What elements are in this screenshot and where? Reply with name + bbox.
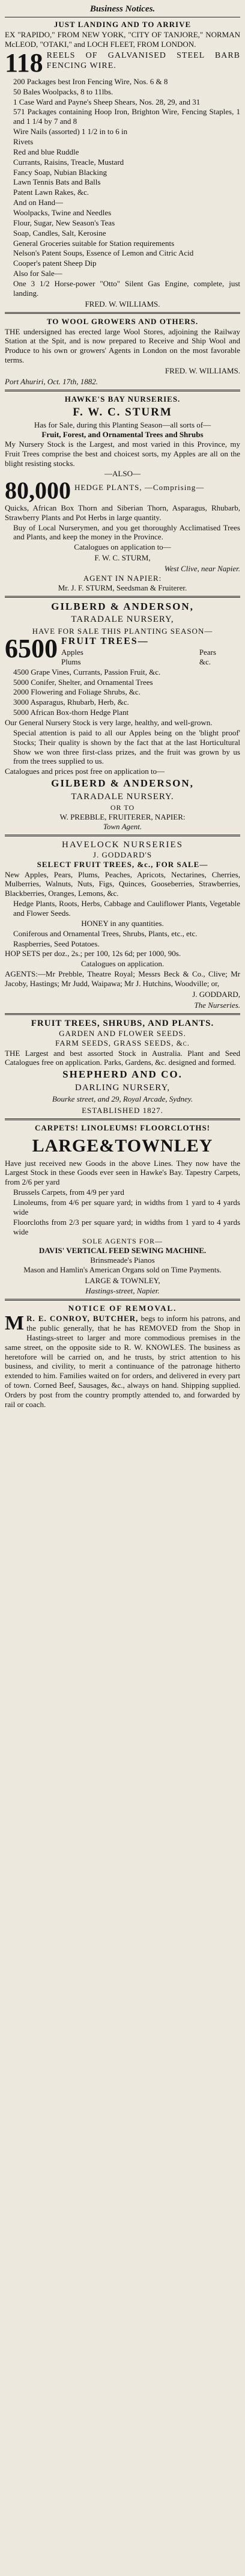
ad-body: THE undersigned has erected large Wool Stores, adjoining the Railway Station at the Spit, and is now prepared to Receive and Ship Wool and Produce to his own or growers' Agents in London on the most favorable terms. (5, 327, 240, 365)
drop-cap: M (5, 1312, 25, 1335)
ad-body: SOLE AGENTS FOR— (82, 1237, 163, 1246)
ad-subheading: SELECT FRUIT TREES, &c., FOR SALE— (37, 859, 208, 869)
advertiser-name: R. E. CONROY, BUTCHER, (26, 1314, 139, 1323)
list-item: Also for Sale— (13, 269, 62, 278)
signature: J. GODDARD, (192, 989, 240, 999)
divider (5, 835, 240, 836)
advertiser-name: SHEPHERD AND CO. (62, 1069, 183, 1081)
ad-subheading: DARLING NURSERY, (74, 1083, 171, 1093)
divider (5, 1299, 240, 1301)
ad-shepherd-co (5, 1018, 240, 1115)
ad-subheading: TARADALE NURSERY, (71, 615, 174, 625)
ad-body: My Nursery Stock is the Largest, and most varied in this Province, my Fruit Trees comprise the best and choicest sorts, my Apples are all on the blight resisting stocks. (5, 440, 240, 468)
ad-body: —ALSO— (104, 468, 141, 478)
ad-heading: HAWKE'S BAY NURSERIES. (64, 394, 181, 403)
list-item: Flour, Sugar, New Season's Teas (13, 218, 115, 227)
divider (5, 596, 240, 598)
list-item: Nelson's Patent Soups, Essence of Lemon and Citric Acid (13, 248, 194, 258)
list-item: Wire Nails (assorted) 1 1/2 in to 6 in (13, 127, 128, 136)
list-item: Soap, Candles, Salt, Kerosine (13, 228, 106, 238)
list-item: Cooper's patent Sheep Dip (13, 259, 97, 268)
divider (5, 1013, 240, 1015)
ad-body: HAVE FOR SALE THIS PLANTING SEASON— (32, 626, 213, 636)
list-item: One 3 1/2 Horse-power "Otto" Silent Gas Engine, complete, just landing. (13, 279, 240, 298)
ad-wool-growers (5, 317, 240, 387)
signature: FRED. W. WILLIAMS. (85, 299, 160, 308)
ad-address: The Nurseries. (194, 1000, 240, 1010)
ad-body: W. PREBBLE, FRUITERER, NAPIER: (59, 812, 186, 821)
ad-date: Port Ahuriri, Oct. 17th, 1882. (5, 376, 98, 386)
ad-body: HONEY in any quantities. (81, 918, 164, 928)
feature-text: FRUIT TREES— (61, 636, 149, 647)
ad-large-townley (5, 1123, 240, 1296)
ad-body: Coniferous and Ornamental Trees, Shrubs, Plants, etc., etc. (13, 928, 198, 938)
ad-heading: FRUIT TREES, SHRUBS, AND PLANTS. (31, 1018, 214, 1028)
feature-number: 6500 (5, 634, 58, 664)
page-title: Business Notices. (89, 4, 156, 14)
ad-body: Brinsmeade's Pianos (90, 1255, 155, 1265)
ad-body-wrapper (5, 1314, 240, 1409)
ad-hawkes-bay-nurseries (5, 394, 240, 593)
item-list (5, 667, 240, 717)
fruit-col (199, 648, 240, 667)
ad-body: Hedge Plants, Roots, Herbs, Cabbage and Cauliflower Plants, Vegetable and Flower Seeds. (13, 899, 240, 918)
ad-body: Floorcloths from 2/3 per square yard; in widths from 1 yard to 4 yards wide (13, 1217, 240, 1236)
ad-body: Mr. J. F. STURM, Seedsman & Fruiterer. (58, 583, 187, 592)
advertiser-name: LARGE&TOWNLEY (32, 1135, 213, 1156)
list-item: 571 Packages containing Hoop Iron, Brighton Wire, Fencing Staples, 1 and 1 1/4 by 7 and 8 (13, 107, 240, 126)
advertiser-name: J. GODDARD'S (92, 850, 153, 859)
fruit-name: Apples (61, 647, 83, 657)
signature: F. W. C. STURM, (94, 553, 151, 563)
list-item: And on Hand— (13, 198, 64, 207)
ad-body: DAVIS' VERTICAL FEED SEWING MACHINE. (38, 1246, 207, 1256)
feature-number: 80,000 (5, 476, 71, 504)
list-item: Lawn Tennis Bats and Balls (13, 177, 101, 187)
fruit-name: &c. (199, 657, 211, 666)
list-item: 50 Bales Woolpacks, 8 to 11lbs. (13, 87, 113, 96)
divider (5, 312, 240, 314)
list-item: 4500 Grape Vines, Currants, Passion Fruit, &c. (13, 667, 161, 676)
ad-subheading: FARM SEEDS, GRASS SEEDS, &c. (55, 1038, 190, 1047)
ad-heading: CARPETS! LINOLEUMS! FLOORCLOTHS! (34, 1123, 211, 1133)
fruit-pairs (61, 648, 240, 667)
list-item: Woolpacks, Twine and Needles (13, 208, 112, 218)
feature-number: 118 (5, 48, 43, 78)
list-item: 5000 Conifer, Shelter, and Ornamental Trees (13, 677, 153, 687)
ad-feature (5, 50, 240, 76)
fruit-name: Pears (199, 647, 216, 657)
list-item: 1 Case Ward and Payne's Sheep Shears, Nos. 28, 29, and 31 (13, 97, 201, 106)
ad-body: AGENT IN NAPIER: (83, 573, 162, 583)
ad-body: Mason and Hamlin's American Organs sold on Time Payments. (23, 1265, 222, 1274)
ad-feature (5, 476, 240, 504)
ad-address: West Clive, near Napier. (164, 564, 240, 573)
ad-intro: EX "RAPIDO," FROM NEW YORK, "CITY OF TANJORE," NORMAN McLEOD, "OTAKI," and LOCH FLEET, FROM LONDON. (5, 30, 240, 49)
ad-subheading: TARADALE NURSERY. (71, 791, 174, 802)
list-item: 2000 Flowering and Foliage Shrubs, &c. (13, 687, 141, 697)
ad-conroy-removal (5, 1304, 240, 1409)
list-item: General Groceries suitable for Station requirements (13, 238, 175, 248)
item-list (5, 77, 240, 298)
ad-body: OR TO (110, 803, 135, 812)
list-item: 200 Packages best Iron Fencing Wire, Nos. 6 & 8 (13, 76, 168, 86)
ad-body: Fruit, Forest, and Ornamental Trees and Shrubs (41, 429, 204, 439)
ad-body: Raspberries, Seed Potatoes. (13, 939, 100, 948)
ad-body: Catalogues and prices post free on application to— (5, 767, 165, 776)
ad-williams-goods (5, 20, 240, 308)
fruit-name: Plums (61, 657, 81, 666)
feature-text: REELS OF GALVANISED STEEL BARB FENCING WIRE. (46, 51, 240, 70)
advertiser-name: GILBERD & ANDERSON, (51, 600, 194, 612)
ad-body: Buy of Local Nurserymen, and you get thoroughly Acclimatised Trees and Plants, and keep the money in the Province. (13, 523, 240, 542)
list-item: Red and blue Ruddle (13, 147, 79, 156)
list-item: 5000 African Box-thorn Hedge Plant (13, 708, 129, 717)
ad-body: AGENTS:—Mr Prebble, Theatre Royal; Messrs Beck & Co., Clive; Mr Jacoby, Hastings; Mr Judd, Waipawa; Mr J. Hutchins, Woodville; or, (5, 969, 240, 988)
ad-body: begs to inform his patrons, and the public generally, that he has REMOVED from the Shop in Hastings-street to larger and more commodious premises in the same street, on the opposite side to R. W. KNOWLES. The business as heretofore will be carried on, and he trusts, by strict attention to his business, and civility, to merit a continuance of the patronage hitherto extended to him. Families waited on for orders, and delivered in every part of town. Corned Beef, Sausages, &c., always on hand. Shipping supplied. Orders by post from the country promptly attended to, and forwarded by rail or coach. (5, 1314, 240, 1409)
feature-block (61, 636, 240, 666)
ad-body: Town Agent. (103, 821, 142, 831)
ad-heading: NOTICE OF REMOVAL. (68, 1304, 177, 1313)
ad-body: Special attention is paid to all our Apples being on the 'blight proof' Stocks; Their quality is shown by the fact that at the last Horticultural Show we won three first-class prizes, and the fruit was grown by us from the trees supplied to us. (13, 728, 240, 766)
ad-body: Has for Sale, during this Planting Season—all sorts of— (34, 420, 211, 429)
ad-body: THE Largest and best assorted Stock in Australia. Plant and Seed Catalogues free on application. Parks, Gardens, &c. designed and formed. (5, 1048, 240, 1067)
ad-taradale-nursery (5, 601, 240, 832)
ad-body: Catalogues on application. (80, 959, 165, 969)
ad-body: Linoleums, from 4/6 per square yard; in widths from 1 yard to 4 yards wide (13, 1197, 240, 1216)
signature: GILBERD & ANDERSON, (51, 777, 194, 790)
ad-established: ESTABLISHED 1827. (82, 1106, 163, 1115)
notices-column (5, 0, 240, 1409)
ad-heading: JUST LANDING AND TO ARRIVE (53, 20, 192, 29)
list-item: Currants, Raisins, Treacle, Mustard (13, 157, 124, 167)
ad-body: Brussels Carpets, from 4/9 per yard (13, 1188, 124, 1197)
fruit-col (61, 648, 83, 667)
ad-body: Have just received new Goods in the above Lines. They now have the Largest Stock in these Goods ever seen in Hawke's Bay. Tapestry Carpets, from 2/6 per yard (5, 1158, 240, 1187)
ad-body: HOP SETS per doz., 2s.; per 100, 12s 6d; per 1000, 90s. (5, 949, 181, 958)
ad-heading: HAVELOCK NURSERIES (62, 839, 183, 850)
ad-feature (5, 636, 240, 666)
list-item: Fancy Soap, Nubian Blacking (13, 167, 107, 177)
signature: FRED. W. WILLIAMS. (165, 366, 240, 375)
ad-heading: TO WOOL GROWERS AND OTHERS. (46, 316, 199, 326)
advertiser-name: F. W. C. STURM (73, 405, 172, 419)
ad-body: Quicks, African Box Thorn and Siberian Thorn, Asparagus, Rhubarb, Strawberry Plants and Pot Herbs in large quantity. (5, 503, 240, 522)
list-item: Rivets (13, 137, 34, 147)
divider (5, 1118, 240, 1120)
ad-address: Bourke street, and 29, Royal Arcade, Sydney. (52, 1094, 193, 1104)
divider (5, 390, 240, 391)
ad-havelock-nurseries (5, 839, 240, 1010)
ad-body: Our General Nursery Stock is very large, healthy, and well-grown. (5, 718, 213, 727)
signature: LARGE & TOWNLEY, (85, 1275, 160, 1285)
list-item: 3000 Asparagus, Rhubarb, Herb, &c. (13, 698, 129, 707)
ad-body: New Apples, Pears, Plums, Peaches, Apricots, Nectarines, Cherries, Mulberries, Walnuts, Nuts, Figs, Quinces, Gooseberries, Strawberries, Blackberries, Oranges, Lemons, &c. (5, 869, 240, 898)
ad-body: Catalogues on application to— (74, 542, 171, 552)
list-item: Patent Lawn Rakes, &c. (13, 188, 89, 197)
ad-address: Hastings-street, Napier. (85, 1286, 160, 1296)
ad-subheading: GARDEN AND FLOWER SEEDS. (59, 1028, 186, 1038)
feature-text: HEDGE PLANTS, —Comprising— (74, 482, 205, 492)
